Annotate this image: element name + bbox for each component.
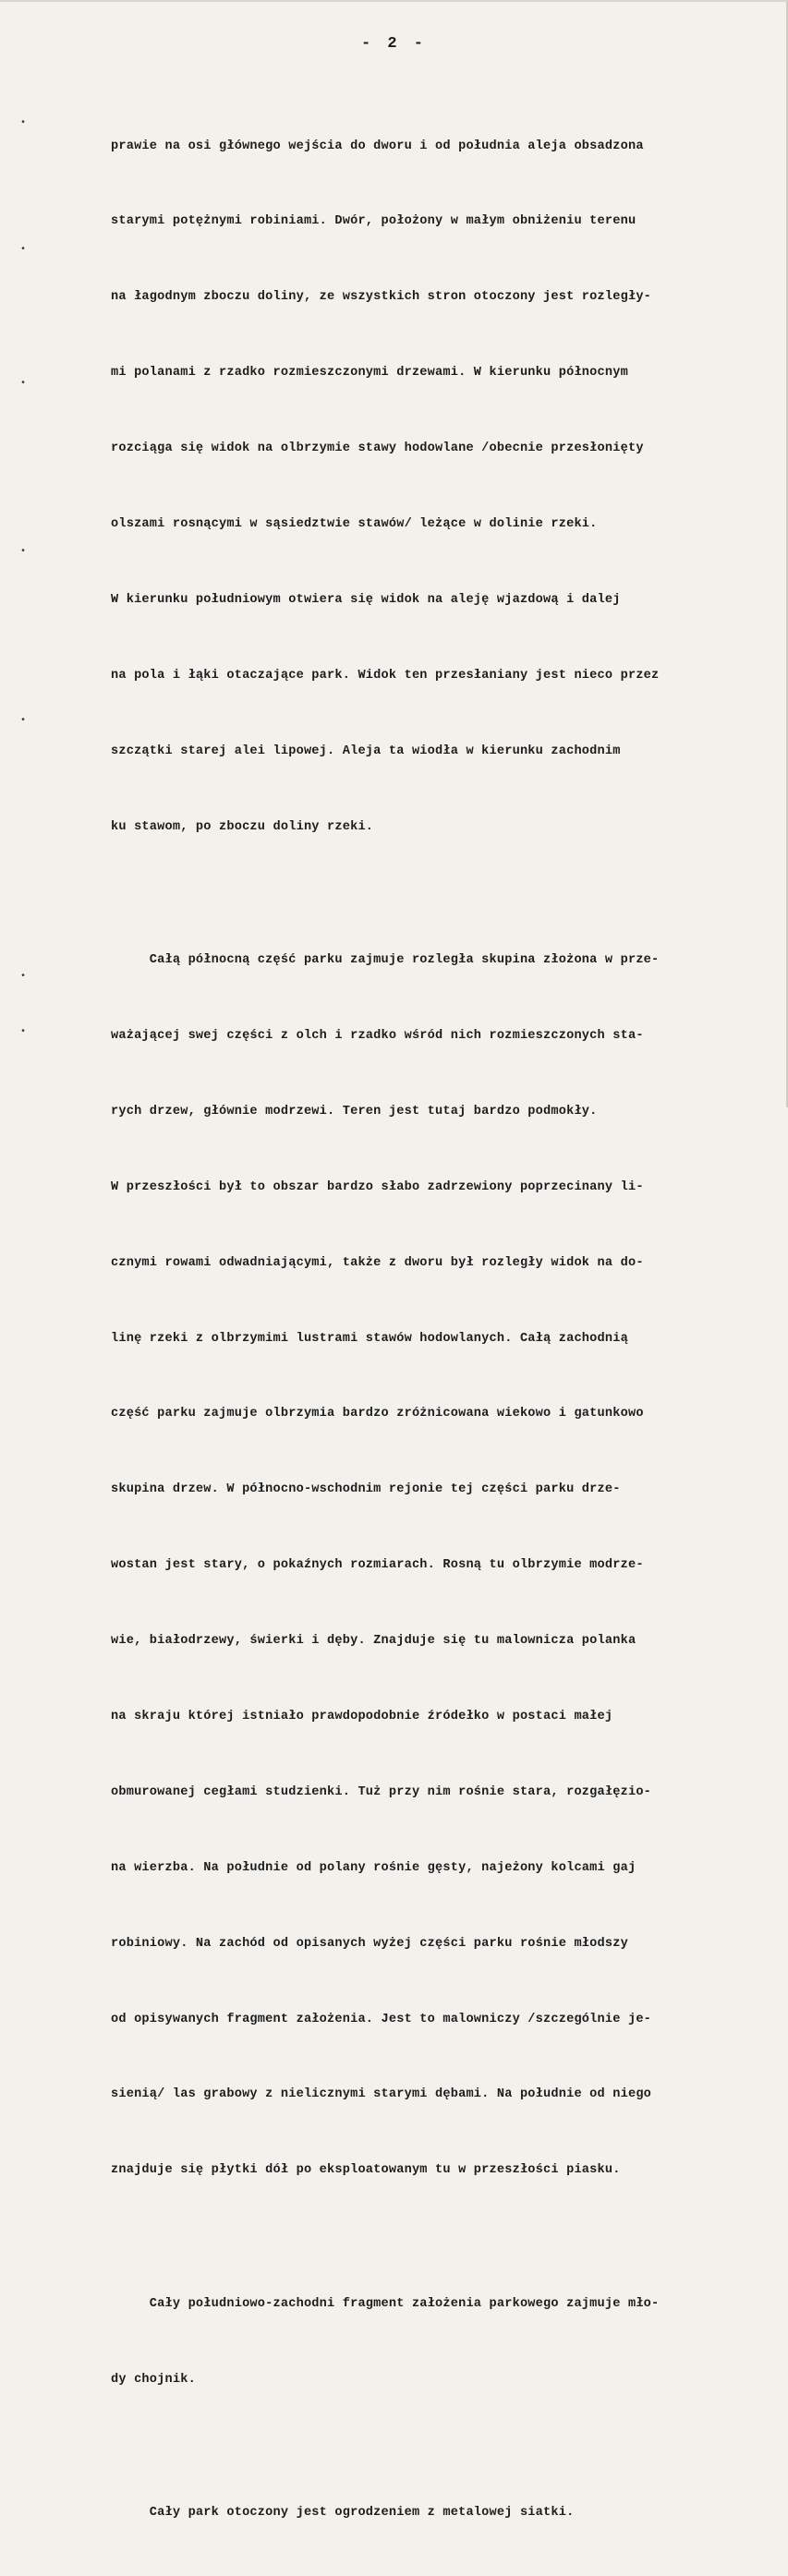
margin-dot: • xyxy=(20,972,27,982)
text-line: rozciąga się widok na olbrzymie stawy hodowlane /obecnie przesłonięty xyxy=(111,441,644,456)
text-line: dy chojnik. xyxy=(111,2372,196,2387)
text-line: na pola i łąki otaczające park. Widok ten przesłaniany jest nieco przez xyxy=(111,668,660,683)
text-line: od opisywanych fragment założenia. Jest to malowniczy /szczególnie je- xyxy=(111,2012,652,2026)
margin-dot: • xyxy=(20,379,27,389)
text-line: na wierzba. Na południe od polany rośnie gęsty, najeżony kolcami gaj xyxy=(111,1860,636,1875)
text-line: Cały południowo-zachodni fragment założenia parkowego zajmuje mło- xyxy=(111,2296,660,2311)
text-line: W przeszłości był to obszar bardzo słabo zadrzewiony poprzecinany li- xyxy=(111,1179,644,1194)
text-line: W kierunku południowym otwiera się widok na aleję wjazdową i dalej xyxy=(111,592,621,607)
text-line: linę rzeki z olbrzymimi lustrami stawów hodowlanych. Całą zachodnią xyxy=(111,1331,628,1346)
page-number: - 2 - xyxy=(360,35,427,53)
margin-dot: • xyxy=(20,1027,27,1037)
text-line: skupina drzew. W północno-wschodnim rejonie tej części parku drze- xyxy=(111,1482,621,1497)
text-line: szczątki starej alei lipowej. Aleja ta wiodła w kierunku zachodnim xyxy=(111,744,621,758)
text-line: robiniowy. Na zachód od opisanych wyżej części parku rośnie młodszy xyxy=(111,1936,628,1951)
text-line: rych drzew, głównie modrzewi. Teren jest tutaj bardzo podmokły. xyxy=(111,1104,598,1119)
body-text xyxy=(111,83,785,2576)
paragraph-gap xyxy=(111,2233,785,2241)
text-line: olszami rosnącymi w sąsiedztwie stawów/ leżące w dolinie rzeki. xyxy=(111,517,598,532)
text-line: sienią/ las grabowy z nielicznymi starymi dębami. Na południe od niego xyxy=(111,2087,652,2102)
text-line: mi polanami z rzadko rozmieszczonymi drzewami. W kierunku północnym xyxy=(111,366,628,381)
text-line: na skraju której istniało prawdopodobnie źródełko w postaci małej xyxy=(111,1710,613,1723)
text-line: Cały park otoczony jest ogrodzeniem z metalowej siatki. xyxy=(111,2506,575,2521)
text-line: wie, białodrzewy, świerki i dęby. Znajduje się tu malownicza polanka xyxy=(111,1634,636,1649)
margin-dot: • xyxy=(20,547,27,557)
text-line: Całą północną część parku zajmuje rozległa skupina złożona w prze- xyxy=(111,953,660,968)
margin-dot: • xyxy=(20,118,27,128)
text-line: starymi potężnymi robiniami. Dwór, położony w małym obniżeniu terenu xyxy=(111,214,636,229)
text-line: znajduje się płytki dół po eksploatowanym tu w przeszłości piasku. xyxy=(111,2163,621,2178)
paragraph-gap xyxy=(111,890,785,898)
text-line: ku stawom, po zboczu doliny rzeki. xyxy=(111,819,374,834)
text-line: wostan jest stary, o pokaźnych rozmiarach. Rosną tu olbrzymie modrze- xyxy=(111,1558,644,1573)
text-line: obmurowanej cegłami studzienki. Tuż przy nim rośnie stara, rozgałęzio- xyxy=(111,1784,652,1799)
text-line: na łagodnym zboczu doliny, ze wszystkich stron otoczony jest rozległy- xyxy=(111,290,652,305)
text-line: prawie na osi głównego wejścia do dworu i od południa aleja obsadzona xyxy=(111,139,644,153)
margin-dot: • xyxy=(20,716,27,726)
margin-dot: • xyxy=(20,245,27,255)
paragraph-gap xyxy=(111,2443,785,2450)
text-line: cznymi rowami odwadniającymi, także z dworu był rozległy widok na do- xyxy=(111,1255,644,1270)
text-line: część parku zajmuje olbrzymia bardzo zróżnicowana wiekowo i gatunkowo xyxy=(111,1407,644,1421)
text-line: ważającej swej części z olch i rzadko wśród nich rozmieszczonych sta- xyxy=(111,1028,644,1043)
